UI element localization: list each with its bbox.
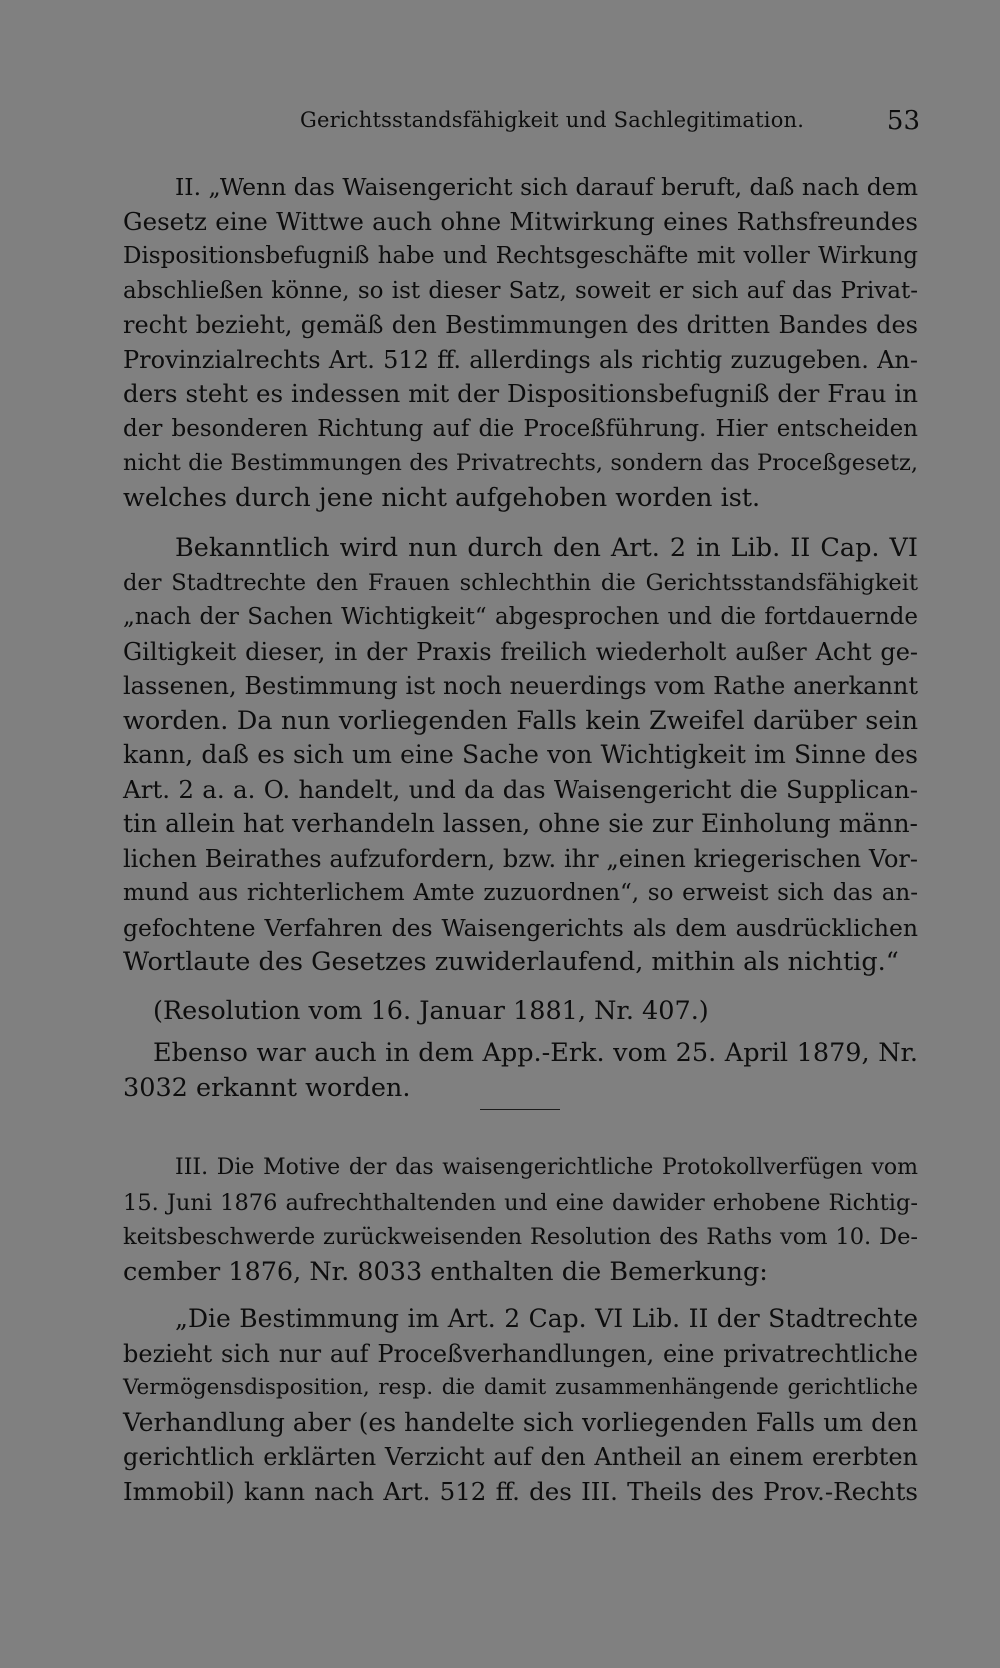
- text-line: Dispositionsbefugniß habe und Rechtsgeschäfte mit voller Wirkung: [123, 243, 918, 269]
- text-line: III. Die Motive der das waisengerichtliche Protokollverfügen vom: [175, 1155, 918, 1180]
- text-line: kann, daß es sich um eine Sache von Wichtigkeit im Sinne des: [123, 740, 918, 769]
- text-line: cember 1876, Nr. 8033 enthalten die Bemerkung:: [123, 1256, 768, 1287]
- text-line: Art. 2 a. a. O. handelt, und da das Waisengericht die Supplican-: [123, 774, 918, 804]
- text-line: Immobil) kann nach Art. 512 ff. des III. Theils des Prov.-Rechts: [123, 1476, 918, 1506]
- text-line: keitsbeschwerde zurückweisenden Resolution des Raths vom 10. De-: [123, 1224, 918, 1250]
- text-line: mund aus richterlichem Amte zuzuordnen“, so erweist sich das an-: [123, 880, 918, 906]
- text-line: Bekanntlich wird nun durch den Art. 2 in Lib. II Cap. VI: [175, 533, 918, 563]
- text-line: Vermögensdisposition, resp. die damit zusammenhängende gerichtliche: [123, 1375, 918, 1400]
- text-line: ders steht es indessen mit der Dispositionsbefugniß der Frau in: [123, 379, 918, 408]
- text-line: welches durch jene nicht aufgehoben worden ist.: [123, 482, 761, 513]
- text-line: nicht die Bestimmungen des Privatrechts, sondern das Proceßgesetz,: [123, 450, 918, 476]
- paragraph-section-ii: [123, 170, 918, 515]
- text-line: Wortlaute des Gesetzes zuwiderlaufend, mithin als nichtig.“: [123, 947, 899, 977]
- text-line: Provinzialrechts Art. 512 ff. allerdings als richtig zuzugeben. An-: [123, 345, 918, 374]
- text-line: gefochtene Verfahren des Waisengerichts als dem ausdrücklichen: [123, 913, 918, 942]
- text-line: Gesetz eine Wittwe auch ohne Mitwirkung eines Rathsfreundes: [123, 206, 918, 236]
- text-line: Ebenso war auch in dem App.-Erk. vom 25. April 1879, Nr.: [153, 1038, 918, 1068]
- text-line: Verhandlung aber (es handelte sich vorliegenden Falls um den: [123, 1407, 918, 1437]
- paragraph-section-iii: [123, 1151, 918, 1289]
- text-line: Giltigkeit dieser, in der Praxis freilich wiederholt außer Acht ge-: [123, 637, 918, 666]
- resolution-citation: [153, 994, 918, 1029]
- section-divider: [480, 1109, 560, 1110]
- page-number: 53: [886, 106, 920, 136]
- paragraph-quote-bestimmung: [123, 1302, 918, 1509]
- text-line: der besonderen Richtung auf die Proceßführung. Hier entscheiden: [123, 415, 918, 442]
- paragraph-ebenso: [123, 1036, 918, 1105]
- text-line: lichen Beirathes aufzufordern, bzw. ihr „einen kriegerischen Vor-: [123, 844, 918, 873]
- text-line: bezieht sich nur auf Proceßverhandlungen, eine privatrechtliche: [123, 1339, 918, 1368]
- running-header: [300, 108, 920, 144]
- text-line: (Resolution vom 16. Januar 1881, Nr. 407.): [153, 996, 709, 1026]
- text-line: 15. Juni 1876 aufrechthaltenden und eine dawider erhobene Richtig-: [123, 1189, 918, 1216]
- text-line: II. „Wenn das Waisengericht sich darauf beruft, daß nach dem: [175, 173, 918, 201]
- text-line: 3032 erkannt worden.: [123, 1072, 411, 1103]
- text-line: der Stadtrechte den Frauen schlechthin die Gerichtsstandsfähigkeit: [123, 569, 918, 596]
- text-line: recht bezieht, gemäß den Bestimmungen des dritten Bandes des: [123, 311, 918, 339]
- text-line: abschließen könne, so ist dieser Satz, soweit er sich auf das Privat-: [123, 277, 918, 304]
- text-line: worden. Da nun vorliegenden Falls kein Zweifel darüber sein: [123, 705, 918, 736]
- text-line: gerichtlich erklärten Verzicht auf den Antheil an einem ererbten: [123, 1443, 918, 1471]
- running-title: Gerichtsstandsfähigkeit und Sachlegitimation.: [300, 108, 805, 132]
- text-line: tin allein hat verhandeln lassen, ohne sie zur Einholung männ-: [123, 809, 918, 838]
- text-line: lassenen, Bestimmung ist noch neuerdings vom Rathe anerkannt: [123, 672, 918, 700]
- text-line: „nach der Sachen Wichtigkeit“ abgesprochen und die fortdauernde: [123, 604, 918, 630]
- text-line: „Die Bestimmung im Art. 2 Cap. VI Lib. II der Stadtrechte: [175, 1304, 918, 1333]
- paragraph-bekanntlich: [123, 531, 918, 980]
